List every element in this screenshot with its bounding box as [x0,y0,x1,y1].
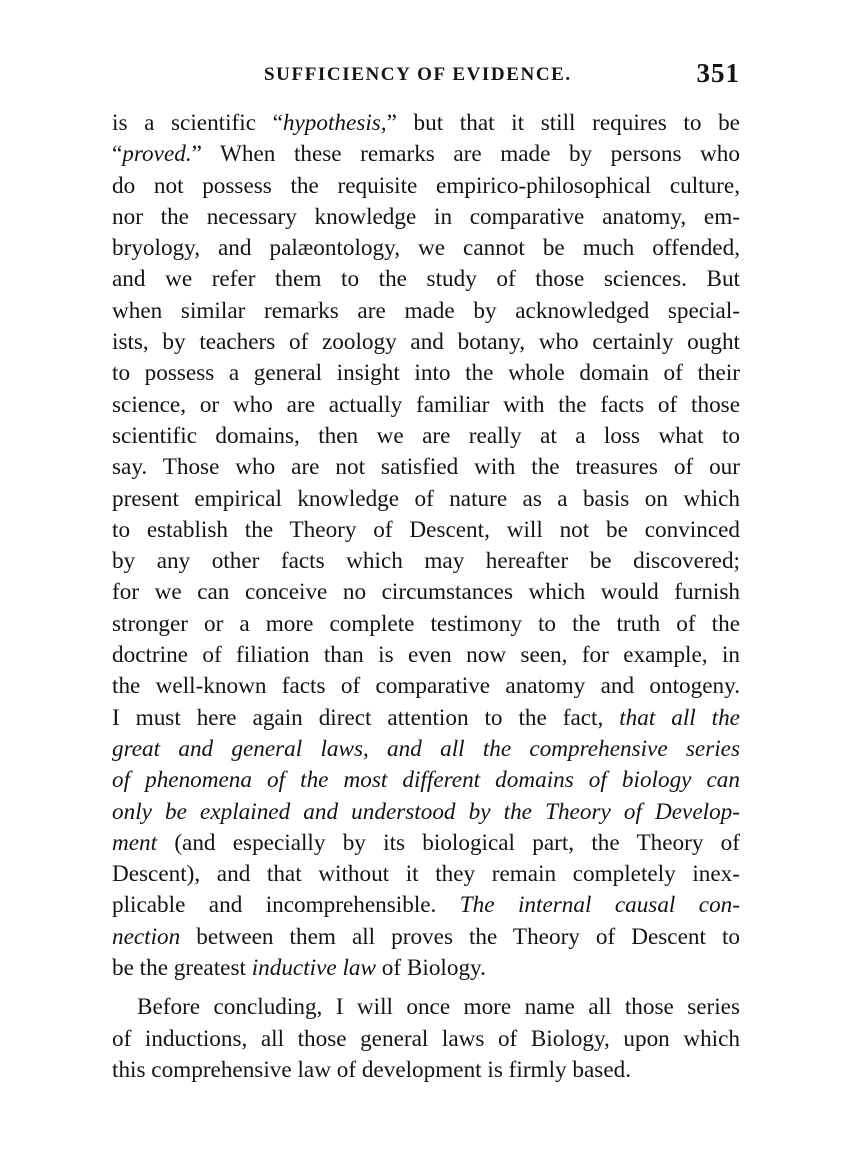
text-run: by any other facts which may hereafter be discovered; [112,548,740,575]
text-run: between them all proves the Theory of Descent to [180,923,740,950]
text-line [112,139,740,170]
text-run: when similar remarks are made by acknowledged special- [112,297,740,324]
text-run: to possess a general insight into the whole domain of their [112,360,740,387]
text-line [112,264,740,295]
italic-text: hypothesis, [282,110,387,136]
text-run: ists, by teachers of zoology and botany, who certainly ought [112,329,740,356]
text-line [112,703,740,734]
page-number: 351 [696,58,740,88]
text-line [112,327,740,358]
text-line [112,202,740,233]
italic-text: inductive law [251,955,376,982]
text-run: this comprehensive law of development is firmly based. [112,1056,632,1083]
text-line [112,734,740,765]
text-run: stronger or a more complete testimony to the truth of the [112,610,740,637]
text-line [112,992,740,1023]
text-line [112,484,740,515]
text-line [112,922,740,953]
text-run: I must here again direct attention to the fact, [112,704,620,731]
text-run: and we refer them to the study of those sciences. But [112,266,740,293]
text-line [112,296,740,327]
text-run: Descent), and that without it they remain completely inex- [112,861,740,888]
text-run: scientific domains, then we are really at a loss what to [112,422,740,449]
text-run: Before concluding, I will once more name all those series [137,994,740,1021]
italic-text: ment [112,829,158,856]
text-line [112,609,740,640]
text-run: plicable and incomprehensible. [112,892,460,919]
text-line [112,640,740,671]
text-run: is a scientific “ [112,110,283,136]
text-line [112,515,740,546]
text-run: do not possess the requisite empirico-philosophical culture, [112,172,740,199]
text-line [112,108,740,139]
text-line [112,358,740,389]
text-line [112,859,740,890]
text-line [112,828,740,859]
italic-text: that all the [619,704,740,731]
text-run: doctrine of filiation than is even now seen, for example, in [112,642,740,669]
text-line [112,1055,740,1086]
text-run: science, or who are actually familiar with the facts of those [112,391,740,418]
italic-text: nection [112,923,181,950]
text-run: ” When these remarks are made by persons who [191,141,740,168]
text-line [112,577,740,608]
text-line [112,171,740,202]
italic-text: of phenomena of the most different domains of biology can [112,767,740,794]
text-line [112,452,740,483]
text-run: ” but that it still requires to be [386,110,740,136]
text-run: bryology, and palæontology, we cannot be much offended, [112,235,740,262]
text-run: the well-known facts of comparative anatomy and ontogeny. [112,673,740,700]
text-run: present empirical knowledge of nature as a basis on which [112,485,740,512]
text-line [112,1024,740,1055]
italic-text: The internal causal con- [459,892,740,919]
italic-text: only be explained and understood by the Theory of Develop- [112,798,740,825]
text-line [112,797,740,828]
text-run: to establish the Theory of Descent, will not be convinced [112,516,740,543]
text-run: “ [112,141,123,168]
running-title: SUFFICIENCY OF EVIDENCE. [264,64,572,85]
text-line [112,671,740,702]
paragraph [112,108,740,984]
text-line [112,546,740,577]
text-run: for we can conceive no circumstances which would furnish [112,579,740,606]
italic-text: proved. [122,141,192,168]
text-run: (and especially by its biological part, the Theory of [157,829,740,856]
text-line [112,390,740,421]
italic-text: great and general laws, and all the comprehensive series [112,735,740,762]
text-run: say. Those who are not satisfied with the treasures of our [112,454,740,481]
text-line [112,421,740,452]
text-line [112,953,740,984]
text-run: nor the necessary knowledge in comparative anatomy, em- [112,203,740,230]
text-line [112,890,740,921]
text-line [112,233,740,264]
text-run: of inductions, all those general laws of Biology, upon which [112,1025,740,1052]
running-head [112,58,740,94]
text-run: of Biology. [376,955,486,982]
paragraph-gap [112,984,740,992]
body-text [112,108,740,1086]
text-run: be the greatest [112,955,252,982]
text-line [112,765,740,796]
paragraph [112,992,740,1086]
